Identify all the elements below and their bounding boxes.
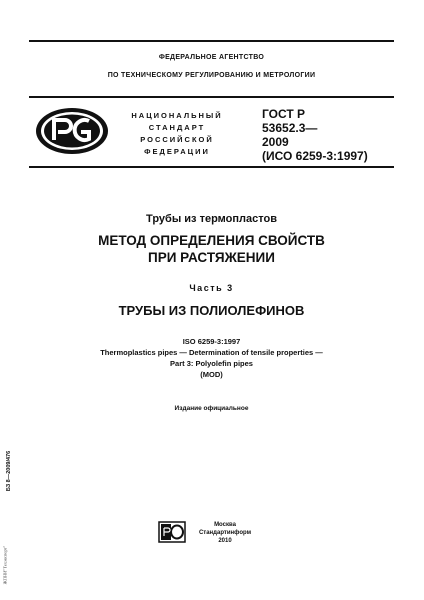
part-label: Часть 3 [189, 283, 234, 293]
top-rule [29, 40, 394, 42]
gost-line-4: (ИСО 6259-3:1997) [262, 149, 368, 163]
title-line-2: ПРИ РАСТЯЖЕНИИ [148, 250, 275, 265]
document-title [29, 232, 394, 266]
rst-emblem-icon [34, 106, 110, 156]
agency-line-2: ПО ТЕХНИЧЕСКОМУ РЕГУЛИРОВАНИЮ И МЕТРОЛОГИИ [107, 72, 316, 79]
part-title: ТРУБЫ ИЗ ПОЛИОЛЕФИНОВ [118, 303, 305, 318]
publisher-block [190, 521, 260, 545]
national-line-4: ФЕДЕРАЦИИ [144, 147, 210, 156]
iso-line-1: ISO 6259-3:1997 [182, 337, 241, 346]
iso-line-3: Part 3: Polyolefin pipes [170, 359, 253, 368]
bottom-rule [29, 166, 394, 168]
publisher-name: Стандартинформ [198, 530, 252, 536]
publisher-year: 2010 [218, 538, 232, 544]
gost-line-2: 53652.3— [262, 121, 318, 135]
publisher-city: Москва [214, 522, 236, 528]
gost-line-1: ГОСТ Р [262, 107, 306, 121]
national-line-1: НАЦИОНАЛЬНЫЙ [131, 111, 223, 120]
iso-reference [29, 336, 394, 380]
bz-code-text: БЗ 8—2009/476 [6, 450, 12, 492]
side-watermark [0, 535, 10, 595]
edition-label: Издание официальное [174, 405, 249, 412]
title-line-1: МЕТОД ОПРЕДЕЛЕНИЯ СВОЙСТВ [98, 233, 325, 248]
middle-rule [29, 96, 394, 98]
national-line-3: РОССИЙСКОЙ [140, 135, 214, 144]
national-standard-label [113, 110, 241, 158]
document-subtitle: Трубы из термопластов [146, 213, 277, 225]
national-line-2: СТАНДАРТ [148, 123, 206, 132]
side-watermark-text: ЖПНИ"Техэксперт" [2, 545, 8, 585]
iso-line-4: (MOD) [200, 370, 223, 379]
standartinform-logo-icon [158, 521, 186, 543]
agency-line-1: ФЕДЕРАЛЬНОЕ АГЕНТСТВО [158, 54, 265, 61]
gost-line-3: 2009 [262, 135, 289, 149]
gost-designation [262, 107, 368, 163]
bz-code-vertical [2, 416, 16, 526]
iso-line-2: Thermoplastics pipes — Determination of tensile properties — [100, 348, 323, 357]
